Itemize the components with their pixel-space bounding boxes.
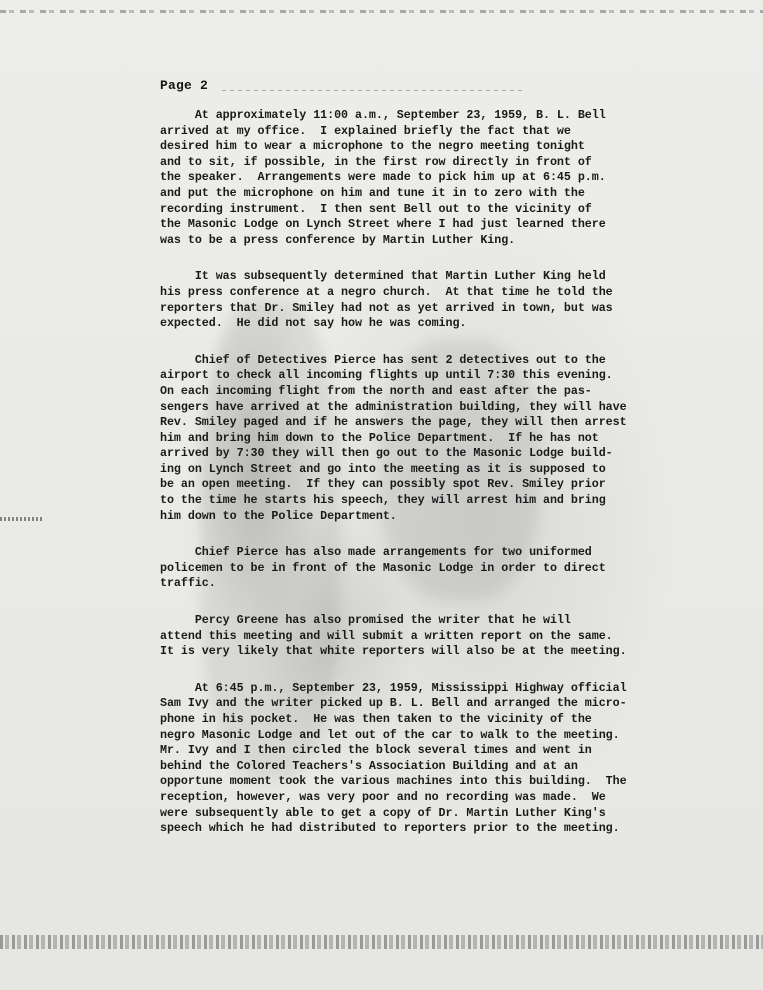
text-line: Sam Ivy and the writer picked up B. L. Bell and arranged the micro- xyxy=(160,696,627,711)
scan-top-edge xyxy=(0,10,763,13)
text-line: attend this meeting and will submit a written report on the same. xyxy=(160,628,613,643)
text-line: to the time he starts his speech, they will arrest him and bring xyxy=(160,493,606,508)
text-line: Percy Greene has also promised the writer that he will xyxy=(160,613,571,628)
text-line: his press conference at a negro church. At that time he told the xyxy=(160,284,613,299)
text-line: negro Masonic Lodge and let out of the car to walk to the meeting. xyxy=(160,727,620,742)
scan-bottom-edge xyxy=(0,935,763,949)
page-number-label: Page 2 xyxy=(160,78,209,93)
text-line: behind the Colored Teachers's Association Building and at an xyxy=(160,758,578,773)
text-line: traffic. xyxy=(160,576,216,591)
text-line: be an open meeting. If they can possibly spot Rev. Smiley prior xyxy=(160,477,606,492)
paragraph-4 xyxy=(160,545,760,592)
text-line: At approximately 11:00 a.m., September 23, 1959, B. L. Bell xyxy=(160,108,606,122)
text-line: Rev. Smiley paged and if he answers the page, they will then arrest xyxy=(160,415,627,430)
paragraph-2 xyxy=(160,269,760,331)
text-line: expected. He did not say how he was coming. xyxy=(160,316,467,331)
text-line: him and bring him down to the Police Department. If he has not xyxy=(160,430,599,445)
text-line: Mr. Ivy and I then circled the block several times and went in xyxy=(160,743,592,758)
paragraph-3 xyxy=(160,353,760,525)
text-line: him down to the Police Department. xyxy=(160,508,397,523)
text-line: opportune moment took the various machines into this building. The xyxy=(160,774,627,789)
paragraph-1 xyxy=(160,108,760,248)
memo-body xyxy=(160,108,760,858)
text-line: Chief of Detectives Pierce has sent 2 detectives out to the xyxy=(160,352,606,367)
text-line: recording instrument. I then sent Bell out to the vicinity of xyxy=(160,201,592,216)
text-line: At 6:45 p.m., September 23, 1959, Mississippi Highway official xyxy=(160,680,627,695)
text-line: It was subsequently determined that Martin Luther King held xyxy=(160,269,606,284)
text-line: On each incoming flight from the north and east after the pas- xyxy=(160,383,592,398)
text-line: and to sit, if possible, in the first row directly in front of xyxy=(160,154,592,169)
text-line: policemen to be in front of the Masonic Lodge in order to direct xyxy=(160,560,606,575)
paragraph-6 xyxy=(160,681,760,837)
text-line: arrived by 7:30 they will then go out to the Masonic Lodge build- xyxy=(160,446,613,461)
text-line: ing on Lynch Street and go into the meeting as it is supposed to xyxy=(160,461,606,476)
text-line: sengers have arrived at the administration building, they will have xyxy=(160,399,627,414)
paragraph-5 xyxy=(160,613,760,660)
text-line: and put the microphone on him and tune it in to zero with the xyxy=(160,185,585,200)
text-line: phone in his pocket. He was then taken to the vicinity of the xyxy=(160,712,592,726)
text-line: speech which he had distributed to reporters prior to the meeting. xyxy=(160,821,620,836)
text-line: arrived at my office. I explained briefly the fact that we xyxy=(160,123,571,138)
text-line: It is very likely that white reporters will also be at the meeting. xyxy=(160,644,627,659)
text-line: the Masonic Lodge on Lynch Street where I had just learned there xyxy=(160,217,606,232)
scan-header-line xyxy=(222,90,522,91)
scan-side-mark xyxy=(0,517,44,521)
text-line: desired him to wear a microphone to the negro meeting tonight xyxy=(160,139,585,154)
text-line: were subsequently able to get a copy of Dr. Martin Luther King's xyxy=(160,805,606,820)
text-line: airport to check all incoming flights up until 7:30 this evening. xyxy=(160,368,613,383)
text-line: was to be a press conference by Martin Luther King. xyxy=(160,232,516,247)
text-line: reporters that Dr. Smiley had not as yet arrived in town, but was xyxy=(160,300,613,315)
text-line: reception, however, was very poor and no recording was made. We xyxy=(160,789,606,804)
text-line: the speaker. Arrangements were made to pick him up at 6:45 p.m. xyxy=(160,170,606,185)
text-line: Chief Pierce has also made arrangements for two uniformed xyxy=(160,545,592,560)
